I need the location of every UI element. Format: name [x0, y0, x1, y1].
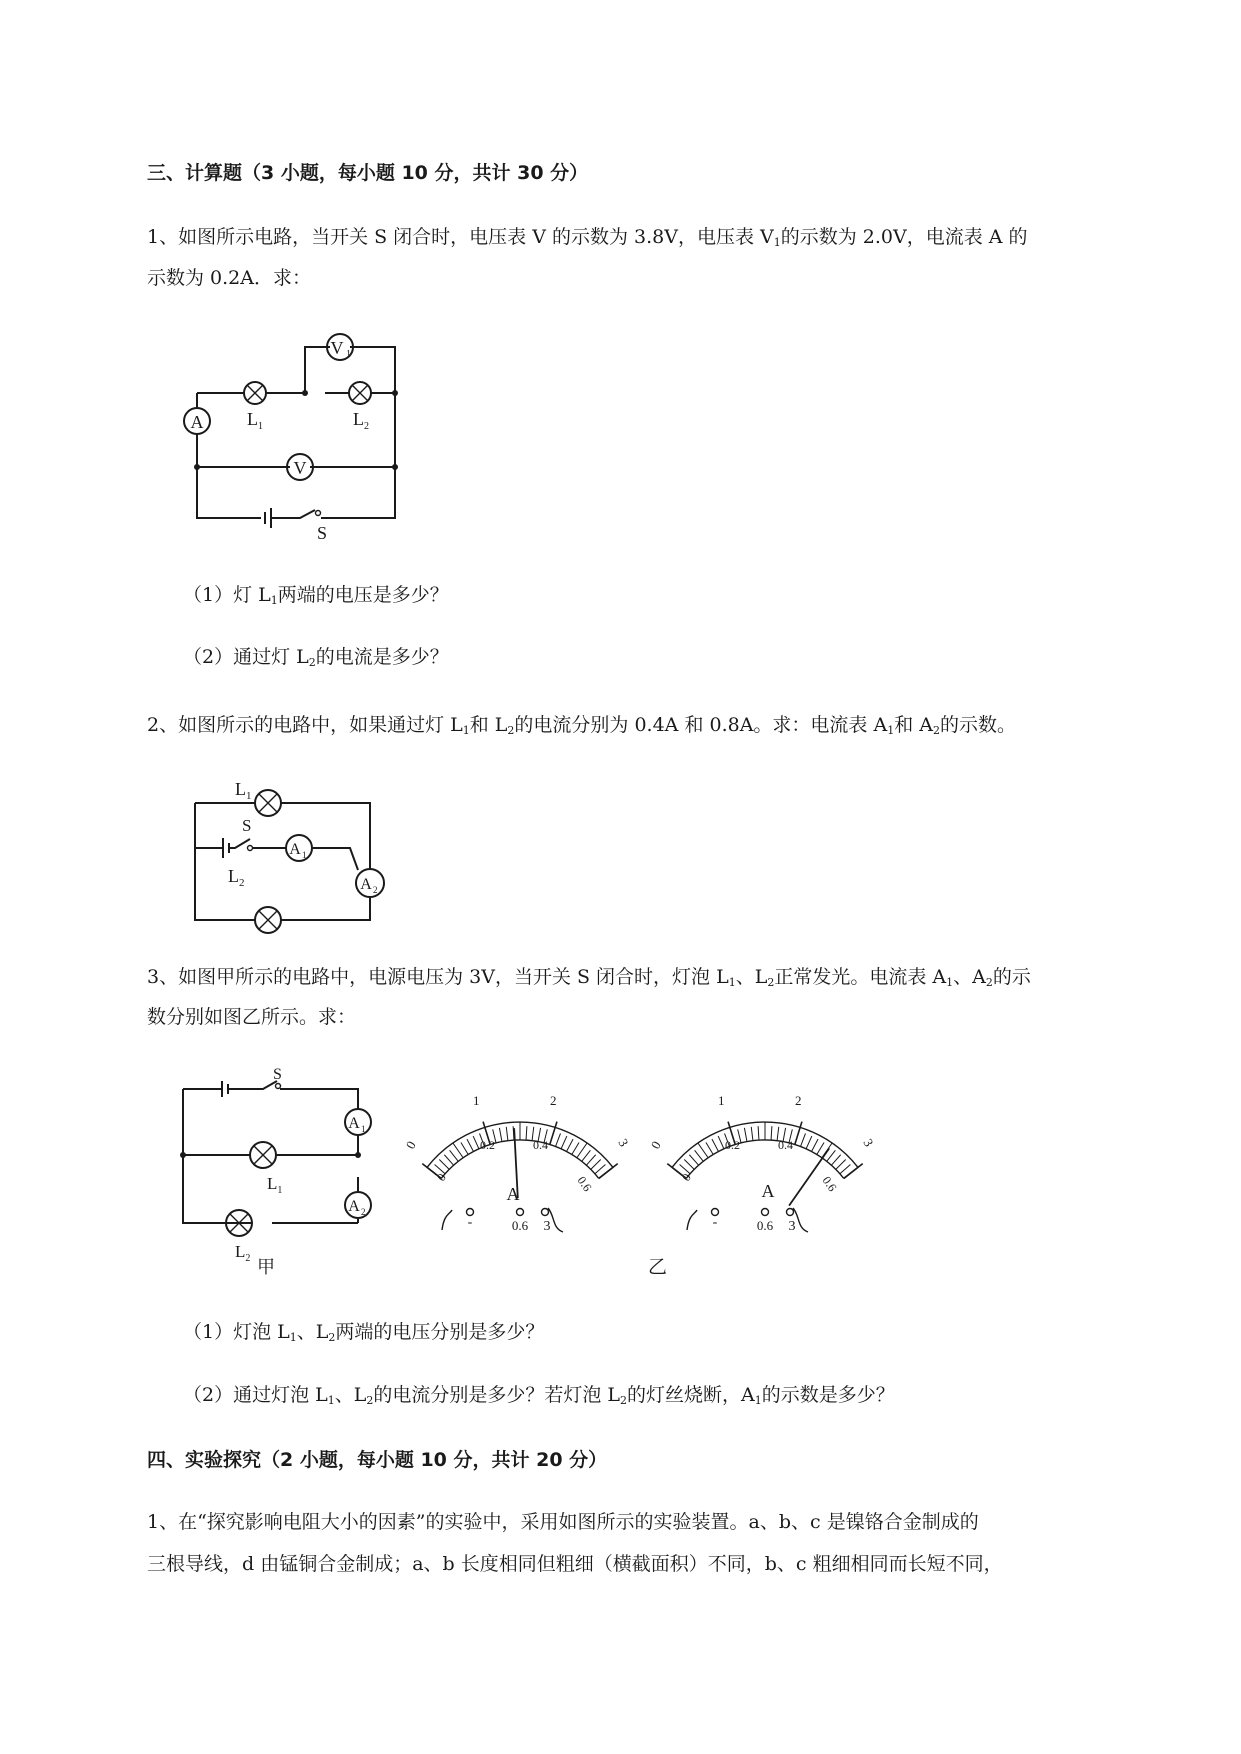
lamp-l1 — [255, 790, 281, 816]
svg-text:-: - — [467, 1215, 473, 1230]
meter-tick — [831, 1155, 840, 1165]
ammeter-dial-1 — [402, 1090, 635, 1250]
svg-text:0: 0 — [647, 1138, 664, 1152]
meter-tick — [684, 1159, 694, 1169]
svg-text:3: 3 — [860, 1136, 877, 1150]
svg-text:0: 0 — [433, 1170, 449, 1184]
meter-tick — [806, 1136, 812, 1149]
meter-tick — [744, 1128, 747, 1142]
svg-text:1: 1 — [361, 1124, 366, 1134]
svg-text:V: V — [293, 458, 307, 478]
svg-text:1: 1 — [302, 850, 307, 860]
s4-q1-line2: 三根导线，d 由锰铜合金制成；a、b 长度相同但粗细（横截面积）不同，b、c 粗细相同而长短不同， — [147, 1553, 1003, 1575]
q1-stem-line2: 示数为 0.2A．求： — [147, 267, 311, 289]
svg-text:3: 3 — [543, 1219, 551, 1234]
meter-tick — [556, 1133, 561, 1146]
meter-tick — [561, 1136, 567, 1149]
meter-unit: A — [506, 1184, 520, 1204]
meter-tick — [467, 1139, 474, 1151]
svg-text:A: A — [289, 841, 301, 858]
meter-labels — [403, 1093, 632, 1204]
meter-tick — [695, 1150, 704, 1161]
meter-tick — [718, 1136, 724, 1149]
lamp-l2 — [349, 382, 371, 404]
meter-arc — [441, 1140, 599, 1178]
q3-part1: （1）灯泡 $L_1$、$L_2$两端的电压分别是多少？ — [183, 1321, 545, 1344]
meter-unit: A — [761, 1181, 775, 1201]
label-switch-s: S — [242, 816, 252, 835]
label-jia: 甲 — [257, 1257, 275, 1277]
q3-stem-line1: 3、如图甲所示的电路中，电源电压为 3V，当开关 S 闭合时，灯泡 $L_1$、$L_2$正常发光。电流表 $A_1$、$A_2$的示 — [147, 966, 1031, 989]
label-yi: 乙 — [648, 1256, 668, 1278]
svg-text:3: 3 — [615, 1136, 632, 1150]
q1-part1: （1）灯 $L_1$两端的电压是多少？ — [183, 584, 449, 607]
q3-stem-line2: 数分别如图乙所示。求： — [147, 1006, 357, 1028]
svg-text:3: 3 — [788, 1219, 796, 1234]
svg-text:1: 1 — [718, 1093, 725, 1108]
svg-text:2: 2 — [361, 1207, 366, 1217]
svg-text:A: A — [348, 1198, 360, 1215]
meter-tick — [844, 1164, 863, 1179]
label-switch-s: S — [273, 1066, 282, 1083]
lamp-l1 — [244, 382, 266, 404]
svg-text:V: V — [330, 338, 344, 358]
svg-text:0.6: 0.6 — [819, 1173, 840, 1195]
svg-text:-: - — [712, 1215, 718, 1230]
meter-tick — [706, 1142, 713, 1154]
meter-tick — [450, 1150, 459, 1161]
label-l2: $L_2$ — [353, 409, 369, 432]
svg-text:A: A — [348, 1115, 360, 1132]
meter-tick — [586, 1155, 595, 1165]
svg-text:0.4: 0.4 — [533, 1138, 548, 1152]
svg-text:0.2: 0.2 — [480, 1138, 495, 1152]
ammeter-a2 — [356, 869, 384, 897]
meter-tick — [758, 1126, 759, 1140]
lamp-l2 — [255, 907, 281, 933]
meter-tick — [689, 1155, 698, 1165]
meter-tick — [599, 1164, 618, 1179]
meter-tick — [712, 1139, 719, 1151]
meter-tick — [698, 1143, 708, 1158]
svg-text:0.6: 0.6 — [574, 1173, 595, 1195]
label-l1: $L_1$ — [235, 779, 252, 802]
meter-tick — [473, 1136, 479, 1149]
meter-tick — [453, 1143, 463, 1158]
meter-tick — [550, 1122, 557, 1145]
meter-tick — [577, 1143, 587, 1158]
label-l2: $L_2$ — [228, 866, 245, 889]
meter-tick — [572, 1142, 579, 1154]
meter-tick — [461, 1142, 468, 1154]
svg-text:0: 0 — [402, 1138, 419, 1152]
svg-text:0.6: 0.6 — [511, 1218, 529, 1233]
meter-needle — [789, 1148, 829, 1205]
svg-text:0: 0 — [678, 1170, 694, 1184]
meter-tick — [801, 1133, 806, 1146]
meter-terminals — [687, 1208, 808, 1234]
meter-tick — [836, 1159, 846, 1169]
meter-tick — [526, 1126, 527, 1140]
ammeter-a2 — [345, 1192, 371, 1218]
svg-text:2: 2 — [550, 1093, 557, 1108]
svg-text:0.2: 0.2 — [725, 1138, 740, 1152]
meter-tick — [439, 1159, 449, 1169]
q1-circuit-diagram — [175, 330, 415, 543]
svg-text:2: 2 — [795, 1093, 802, 1108]
q1-part2: （2）通过灯 $L_2$的电流是多少？ — [183, 646, 449, 669]
svg-text:0.6: 0.6 — [756, 1218, 774, 1233]
meter-tick — [582, 1150, 591, 1161]
label-l2: $L_2$ — [235, 1242, 251, 1264]
meter-tick — [817, 1142, 824, 1154]
lamp-l1 — [250, 1142, 276, 1168]
label-l1: $L_1$ — [247, 409, 263, 432]
q1-stem-line1: 1、如图所示电路，当开关 S 闭合时，电压表 V 的示数为 3.8V，电压表 $V_1$的示数为 2.0V，电流表 A 的 — [147, 226, 1028, 249]
ammeter-a1 — [345, 1109, 371, 1135]
meter-tick — [840, 1165, 850, 1174]
meter-tick — [591, 1159, 601, 1169]
q3-part2: （2）通过灯泡 $L_1$、$L_2$的电流分别是多少？若灯泡 $L_2$的灯丝烧断，$A_1$的示数是多少？ — [183, 1384, 895, 1407]
meter-tick — [444, 1155, 453, 1165]
label-switch-s: S — [317, 523, 328, 543]
meter-tick — [595, 1165, 605, 1174]
meter-tick — [771, 1126, 772, 1140]
voltmeter-v — [287, 454, 313, 480]
section-4-title: 四、实验探究（2 小题，每小题 10 分，共计 20 分） — [147, 1449, 608, 1471]
ammeter-a — [184, 408, 210, 434]
meter-labels — [648, 1093, 877, 1201]
svg-text:2: 2 — [373, 885, 378, 895]
meter-tick — [795, 1122, 802, 1145]
svg-text:A: A — [360, 876, 372, 893]
svg-text:1: 1 — [346, 349, 351, 360]
svg-text:A: A — [190, 412, 204, 432]
meter-tick — [812, 1139, 819, 1151]
s4-q1-line1: 1、在“探究影响电阻大小的因素”的实验中，采用如图所示的实验装置。a、b、c 是镍铬合金制成的 — [147, 1511, 979, 1533]
q2-stem: 2、如图所示的电路中，如果通过灯 $L_1$和 $L_2$的电流分别为 0.4A 和 0.8A。求：电流表 $A_1$和 $A_2$的示数。 — [147, 714, 1016, 737]
voltmeter-v1 — [327, 334, 353, 360]
q3-circuit-diagram-jia — [175, 1065, 395, 1280]
meter-tick — [567, 1139, 574, 1151]
label-l1: $L_1$ — [267, 1174, 283, 1196]
svg-text:1: 1 — [473, 1093, 480, 1108]
meter-tick — [751, 1127, 753, 1141]
meter-tick — [506, 1127, 508, 1141]
section-3-title: 三、计算题（3 小题，每小题 10 分，共计 30 分） — [147, 162, 589, 184]
meter-tick — [827, 1150, 836, 1161]
ammeter-dial-2 — [647, 1090, 880, 1250]
svg-text:0.4: 0.4 — [778, 1138, 793, 1152]
meter-tick — [499, 1128, 502, 1142]
meter-terminals — [442, 1208, 563, 1234]
q2-circuit-diagram — [190, 775, 390, 925]
ammeter-a1 — [286, 835, 312, 861]
meter-arc — [686, 1140, 844, 1178]
